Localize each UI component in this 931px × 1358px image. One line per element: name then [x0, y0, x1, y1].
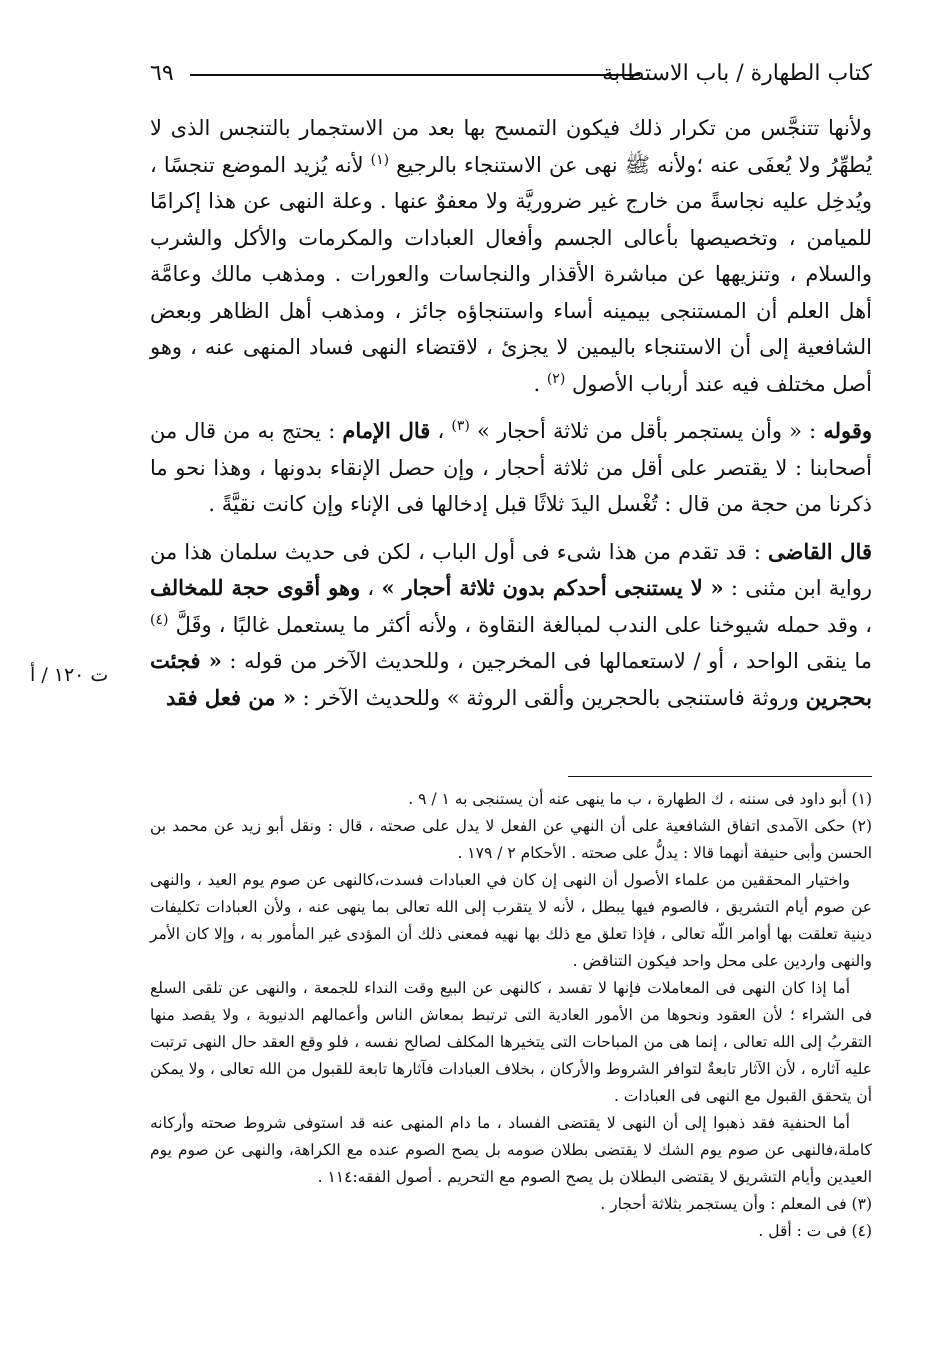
paragraph-1: [150, 110, 872, 402]
lemma-label: وقوله: [823, 418, 872, 443]
emphasis-text: وهو أقوى حجة للمخالف: [150, 575, 361, 600]
footnote-3: (٣) فى المعلم : وأن يستجمر بثلاثة أحجار .: [600, 1195, 872, 1213]
main-text: [150, 110, 872, 716]
hadith-quote: « فجئت بحجرين: [150, 648, 872, 710]
chapter-title: كتاب الطهارة / باب الاستطابة: [602, 61, 872, 86]
text-run: وروثة فاستنجى بالحجرين وألقى الروثة » وللحديث الآخر :: [296, 685, 806, 710]
footnote-ref-4: (٤): [150, 611, 169, 628]
text-run: .: [533, 371, 547, 396]
text-run: : « وأن يستجمر بأقل من ثلاثة أحجار »: [469, 419, 824, 443]
text-run: ما ينقى الواحد ، أو / لاستعمالها فى المخرجين ، وللحديث الآخر من قوله :: [221, 649, 872, 673]
text-run: : يحتج به من قال من أصحابنا : لا يقتصر على أقل من ثلاثة أحجار ، وإن حصل الإنقاء بدونها ، وهذا نحو ما ذكرنا من حجة من قال : تُغْسل اليدَ ثلاثًا قبل إدخالها فى الإناء وإن كانت نقيَّةً .: [150, 419, 872, 516]
footnote-ref-3: (٣): [451, 418, 470, 434]
footnotes: [150, 786, 872, 1245]
text-run: ،: [360, 576, 382, 600]
text-run: : قد تقدم من هذا شىء فى أول الباب ، لكن فى حديث سلمان هذا من رواية ابن مثنى :: [150, 539, 872, 600]
text-run: ،: [430, 419, 452, 443]
text-run: لأنه يُزيد الموضع تنجسًا ، ويُدخِل عليه نجاسةً من خارج غير ضروريَّة ولا معفوٌ عنها . وعلة النهى عن هذا إكرامًا للميامن ، وتخصيصها بأعالى الجسم وأفعال العبادات والمكرمات والأكل والشرب والسلام ، وتنزيهها عن مباشرة الأقذار والنجاسات والعورات . ومذهب مالك وعامَّة أهل العلم أن المستنجى بيمينه أساء واستنجاؤه جائز ، ومذهب أهل الظاهر وبعض الشافعية إلى أن الاستنجاء باليمين لا يجزئ ، لاقتضاء النهى فساد المنهى عنه ، وهو أصل مختلف فيه عند أرباب الأصول: [150, 152, 872, 396]
paragraph-3: [150, 534, 872, 717]
footnote-ref-2: (٢): [546, 370, 566, 387]
manuscript-margin-note: ت ١٢٠ / أ: [30, 664, 109, 686]
footnote-2-paragraph: أما الحنفية فقد ذهبوا إلى أن النهى لا يقتضى الفساد ، ما دام المنهى عنه قد استوفى شروط صحته وأركانه كاملة،فالنهى عن صوم يوم الشك لا يقتضى بطلان صومه بل يصح الصوم عنده مع الكراهة، والنهى عن صوم يوم العيدين وأيام التشريق لا يقتضى البطلان بل يصح الصوم مع التحريم . أصول الفقه:١١٤ .: [150, 1114, 873, 1186]
footnote-ref-1: (١): [370, 151, 390, 168]
running-header: [150, 58, 872, 92]
page-number: ٦٩: [150, 61, 174, 86]
footnote-2-paragraph: واختيار المحققين من علماء الأصول أن النهى إن كان في العبادات فسدت،كالنهى عن صوم يوم العيد ، والنهى عن صوم أيام التشريق ، فالصوم فيها يبطل ، لأنه لا يتقرب إلى الله تعالى بما ينهى عنه ، ولأن العبادات تكليفات دينية تعلقت بها أوامر اللّه تعالى ، فإذا تعلق مع ذلك بها نهيه فمعنى ذلك أن المؤدى غير المأمور به ، وإلا كان الأمر والنهى واردين على محل واحد فيكون التناقض .: [150, 871, 872, 970]
header-rule: [190, 74, 640, 76]
text-run: ، وقد حمله شيوخنا على الندب لمبالغة النقاوة ، ولأنه أكثر ما يستعمل غالبًا ، وقَلَّ: [168, 612, 872, 637]
hadith-quote: « لا يستنجى أحدكم بدون ثلاثة أحجار »: [381, 575, 724, 600]
speaker-label-imam: قال الإمام: [342, 418, 431, 443]
footnote-2-paragraph: أما إذا كان النهى فى المعاملات فإنها لا تفسد ، كالنهى عن البيع وقت النداء للجمعة ، والنهى عن تلقى السلع فى الشراء ؛ لأن العقود ونحوها من الأمور العادية التى ترتبط بمعاش الناس وأعمالهم الدنيوية ، ولا يقصد منها التقربُ إلى الله تعالى ، إنما هى من المباحات التى يتخيرها المكلف لصالح نفسه ، فلو وقع العقد حال النهى ترتبت عليه آثاره ، لأن الآثار تابعةٌ لتوافر الشروط والأركان ، بخلاف العبادات فآثارها تابعة للقبول من الله تعالى ، ولا يمكن أن يتحقق القبول مع النهى فى العبادات .: [150, 979, 872, 1105]
footnote-1: (١) أبو داود فى سننه ، ك الطهارة ، ب ما ينهى عنه أن يستنجى به ١ / ٩ .: [408, 790, 872, 808]
paragraph-2: [150, 413, 872, 523]
text-run: ولأنها تتنجَّس من تكرار ذلك فيكون التمسح بها بعد من الاستجمار بالتنجس الذى لا يُطهِّرُ ولا يُعفَى عنه ؛ولأنه ﷺ نهى عن الاستنجاء بالرجيع: [150, 116, 872, 177]
speaker-label-qadi: قال القاضى: [767, 538, 872, 564]
hadith-quote: « من فعل فقد: [165, 684, 296, 710]
footnote-2: (٢) حكى الآمدى اتفاق الشافعية على أن النهي عن الفعل لا يدل على صحته ، قال : ونقل أبو زيد عن محمد بن الحسن وأبى حنيفة أنهما قالا : يدلُّ على صحته . الأحكام ٢ / ١٧٩ .: [150, 817, 872, 862]
footnote-4: (٤) فى ت : أقل .: [758, 1222, 872, 1240]
footnote-separator: [568, 776, 872, 777]
